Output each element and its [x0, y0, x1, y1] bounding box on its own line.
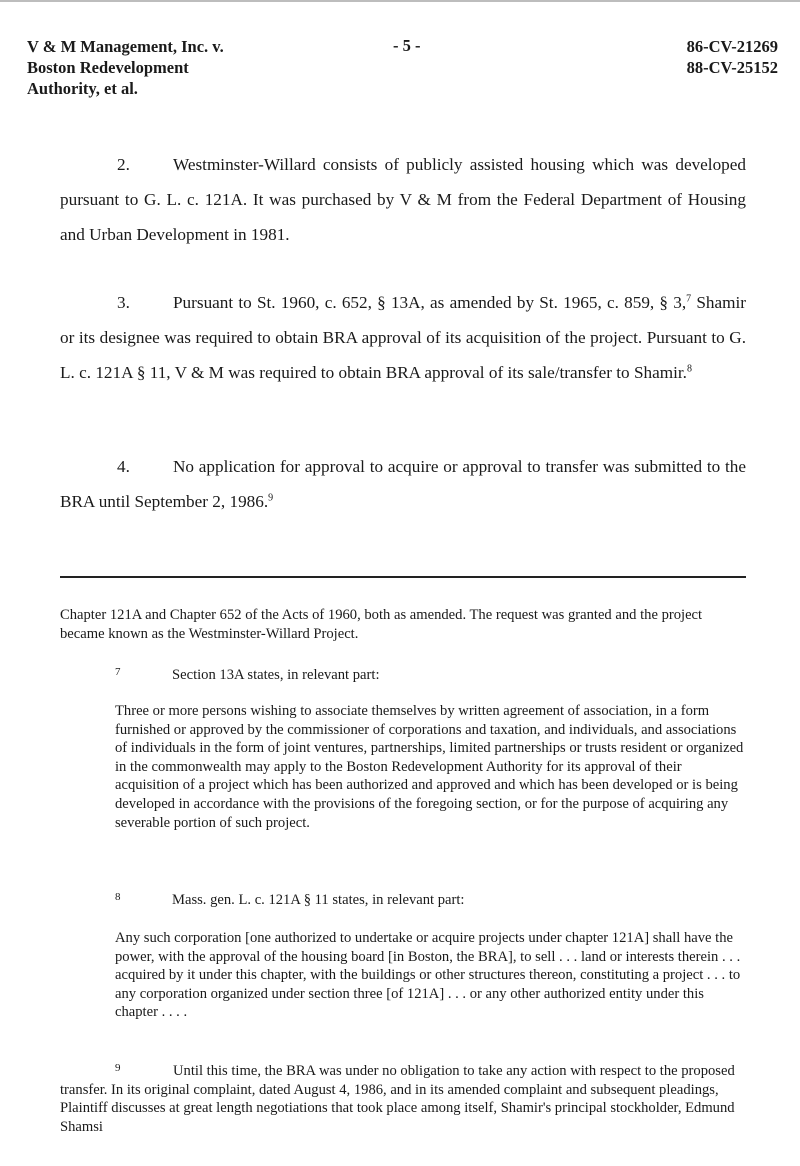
- footnote-continuation: [60, 606, 750, 643]
- page-number: - 5 -: [393, 36, 421, 55]
- footnote-mark: 7: [115, 666, 121, 678]
- block-quote: Three or more persons wishing to associate themselves by written agreement of association, in a form furnished or approved by the commissioner of corporations and taxation, and individuals, and associations of individuals in the form of joint ventures, partnerships, limited partnerships or trusts resident or organized in the commonwealth may apply to the Boston Redevelopment Authority for its approval of their acquisition of a project which has been authorized and approved and which has been developed or is being developed in accordance with the provisions of the foregoing section, or for the purpose of acquiring any severable portion of such project.: [115, 703, 744, 831]
- paragraph-text: No application for approval to acquire or approval to transfer was submitted to the BRA until September 2, 1986.: [60, 457, 746, 511]
- docket-numbers: [687, 36, 778, 78]
- footnote-reference: 7: [686, 293, 692, 305]
- paragraph-number: 4.: [117, 457, 130, 476]
- page-top-edge: [0, 0, 800, 2]
- footnote-mark: 9: [115, 1062, 121, 1074]
- footnote-separator: [60, 576, 746, 578]
- paragraph-number: 3.: [117, 293, 130, 312]
- footnote-text: Chapter 121A and Chapter 652 of the Acts of 1960, both as amended. The request was granted and the project became known as the Westminster-Willard Project.: [60, 607, 703, 642]
- case-caption-line: Boston Redevelopment: [27, 58, 189, 77]
- footnote-mark: 8: [115, 891, 121, 903]
- footnote-reference: 8: [686, 363, 692, 375]
- docket-number: 88-CV-25152: [686, 58, 778, 77]
- paragraph-text: Pursuant to St. 1960, c. 652, § 13A, as amended by St. 1965, c. 859, § 3,: [173, 293, 687, 312]
- case-caption-line: Authority, et al.: [27, 79, 138, 98]
- footnote-9: [60, 1059, 750, 1136]
- footnote-text: Until this time, the BRA was under no obligation to take any action with respect to the proposed transfer. In its original complaint, dated August 4, 1986, and in its amended complaint and subsequent pleadings, Plaintiff discusses at great length negotiations that took place among itself, Shamir's principal stockholder, Edmund Shamsi: [60, 1063, 735, 1135]
- case-caption-line: V & M Management, Inc. v.: [27, 37, 224, 56]
- footnote-text: Section 13A states, in relevant part:: [172, 667, 380, 683]
- paragraph-3: [60, 285, 746, 390]
- paragraph-2: [60, 147, 746, 252]
- footnote-reference: 9: [268, 492, 274, 504]
- footnote-text: Mass. gen. L. c. 121A § 11 states, in relevant part:: [172, 892, 465, 908]
- paragraph-4: [60, 449, 746, 519]
- paragraph-text: Shamir or its designee was required to obtain BRA approval of its acquisition of the project. Pursuant to G. L. c. 121A § 11, V & M was required to obtain BRA approval of its sale/transfer to Shamir.: [60, 293, 746, 382]
- footnote-8-quote: [115, 929, 745, 1022]
- block-quote: Any such corporation [one authorized to undertake or acquire projects under chapter 121A] shall have the power, with the approval of the housing board [in Boston, the BRA], to sell . . . land or interests therein . . . acquired by it under this chapter, with the buildings or other structures thereon, constituting a project . . . to any corporation organized under section three [of 121A] . . . or any other authorized entity under this chapter . . . .: [115, 930, 741, 1021]
- case-caption: [27, 36, 224, 99]
- docket-number: 86-CV-21269: [686, 37, 778, 56]
- footnote-7-intro: [115, 663, 755, 685]
- footnote-7-quote: [115, 702, 745, 832]
- footnote-8-intro: [115, 888, 755, 910]
- paragraph-number: 2.: [117, 155, 130, 174]
- paragraph-text: Westminster-Willard consists of publicly assisted housing which was developed pursuant to G. L. c. 121A. It was purchased by V & M from the Federal Department of Housing and Urban Development in 1981.: [60, 155, 746, 244]
